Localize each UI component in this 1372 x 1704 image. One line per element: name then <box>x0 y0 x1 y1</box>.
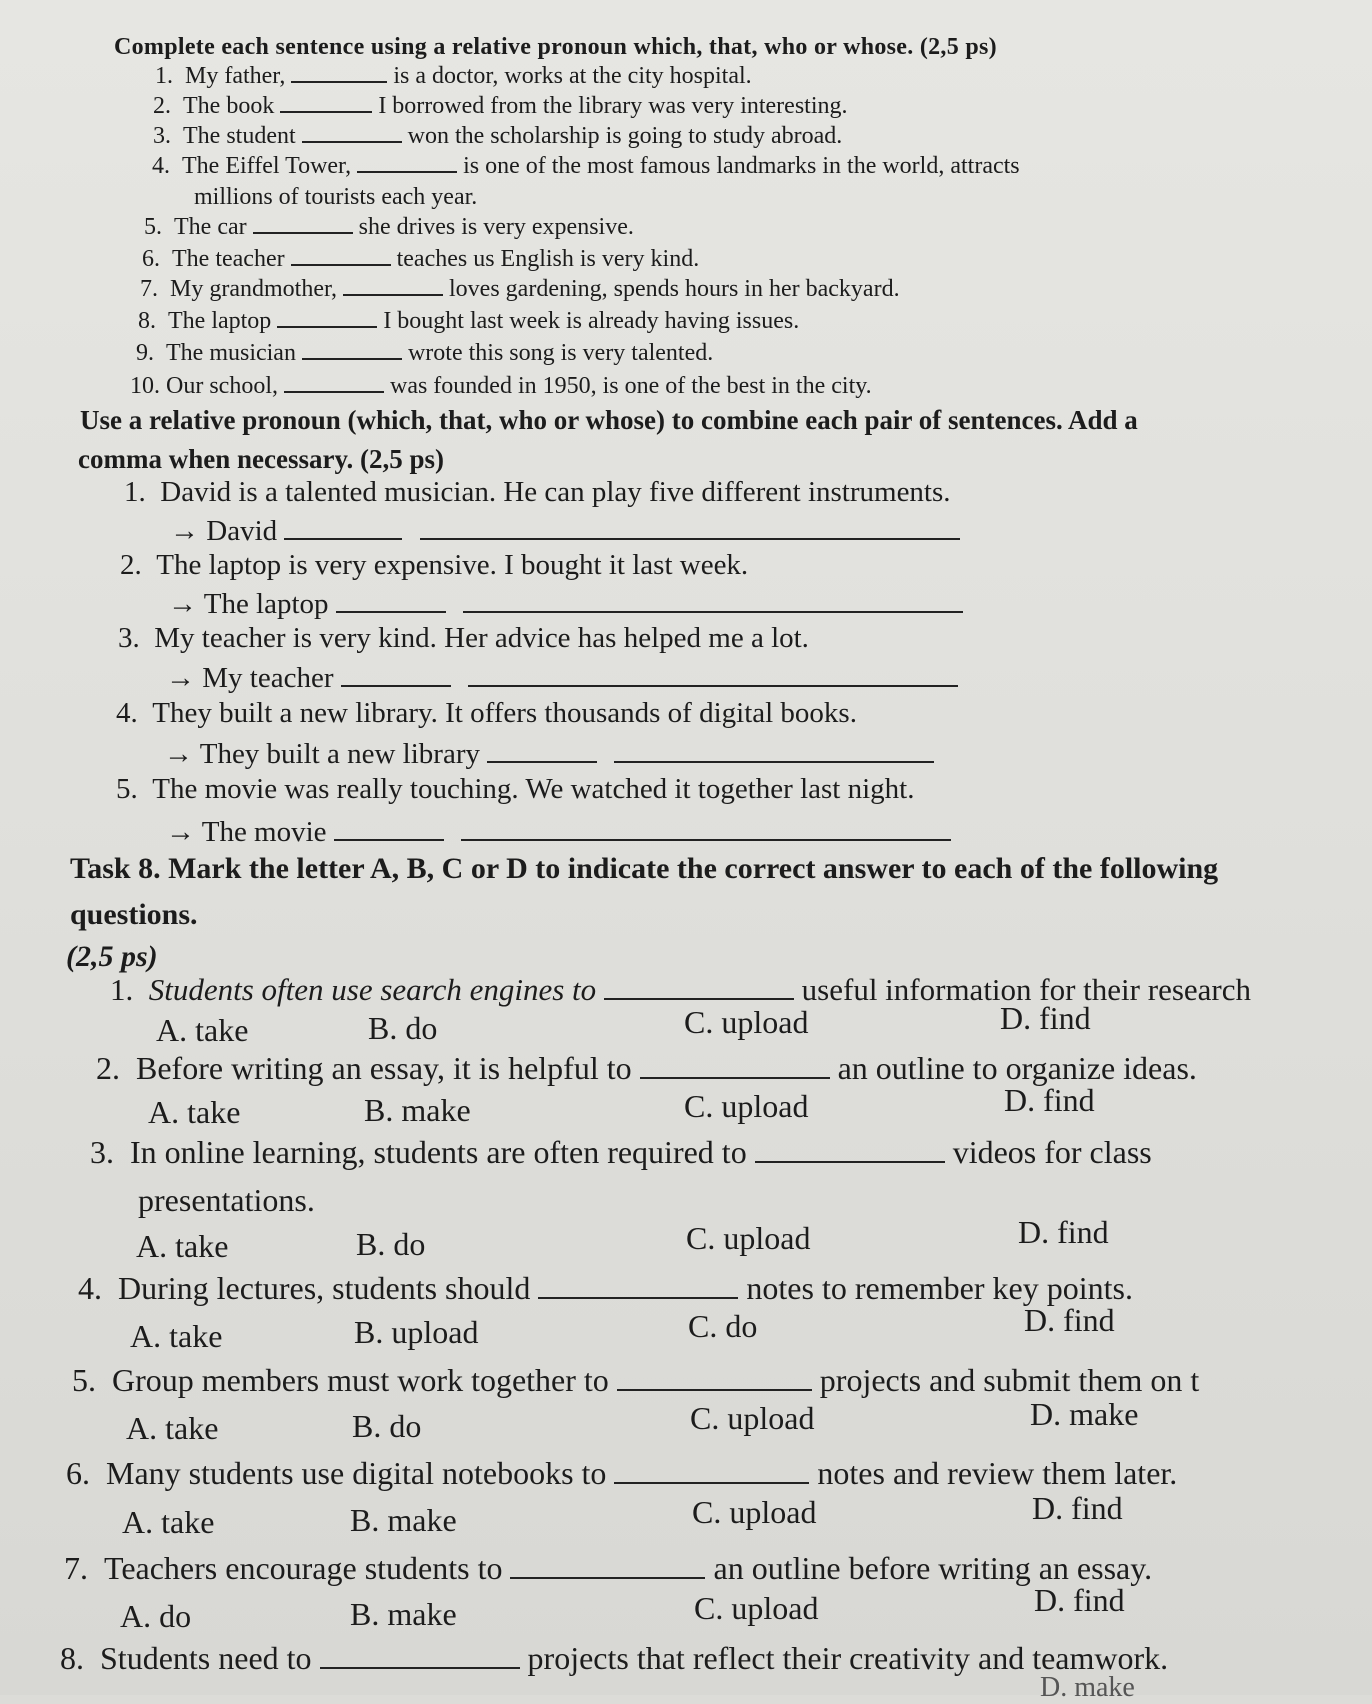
answer-blank[interactable] <box>320 1665 520 1669</box>
t8-q7-option-b[interactable]: B. make <box>350 1596 457 1632</box>
item-text-continued: millions of tourists each year. <box>194 184 478 210</box>
t8-question-3 <box>90 1134 1152 1171</box>
question-text-after: useful information for their research <box>801 972 1251 1007</box>
s1-item-4-continued <box>194 184 477 211</box>
question-text-after: notes and review them later. <box>817 1455 1178 1491</box>
t8-q6-option-b[interactable]: B. make <box>350 1502 457 1538</box>
t8-q7-option-a[interactable]: A. do <box>120 1598 192 1634</box>
section2-heading-text: Use a relative pronoun (which, that, who or whose) to combine each pair of sentences. Add a <box>80 405 1138 435</box>
question-number: 3. <box>90 1134 114 1170</box>
answer-blank[interactable] <box>538 1295 738 1299</box>
item-text-before: The student <box>183 123 296 149</box>
section2-heading-line1 <box>80 405 1138 436</box>
s1-item-2 <box>153 93 848 120</box>
t8-q3-option-b[interactable]: B. do <box>356 1226 426 1262</box>
item-number: 10. <box>130 373 160 399</box>
t8-question-8 <box>60 1640 1168 1677</box>
task8-heading-line2 <box>70 898 198 932</box>
task8-heading-text: Task 8. Mark the letter A, B, C or D to indicate the correct answer to each of the following <box>70 852 1219 885</box>
t8-q4-option-d[interactable]: D. find <box>1024 1302 1115 1338</box>
section2-heading-text: comma when necessary. (2,5 ps) <box>78 444 444 474</box>
t8-q2-option-a[interactable]: A. take <box>148 1094 241 1130</box>
question-text-after: projects that reflect their creativity and teamwork. <box>527 1640 1169 1676</box>
s2-item-3 <box>118 622 809 655</box>
item-text-before: Our school, <box>166 373 278 399</box>
answer-blank[interactable] <box>291 79 387 83</box>
answer-blank[interactable] <box>253 230 353 234</box>
answer-blank[interactable] <box>280 109 372 113</box>
s1-item-4 <box>152 153 1020 180</box>
question-number: 5. <box>72 1362 96 1398</box>
item-number: 6. <box>142 246 160 272</box>
t8-q3-option-c[interactable]: C. upload <box>686 1220 811 1256</box>
item-text-before: The Eiffel Tower, <box>182 153 352 179</box>
task8-points <box>66 940 158 974</box>
item-text-before: The book <box>183 93 275 119</box>
s2-item-2 <box>120 549 748 582</box>
answer-blank[interactable] <box>284 389 384 393</box>
t8-q6-option-a[interactable]: A. take <box>122 1504 215 1540</box>
question-text-before: Students need to <box>100 1640 312 1676</box>
question-number: 4. <box>78 1270 102 1306</box>
item-text-after: I borrowed from the library was very interesting. <box>378 93 848 119</box>
t8-q7-option-c[interactable]: C. upload <box>694 1590 819 1626</box>
answer-line[interactable] <box>468 683 958 687</box>
item-text-before: The teacher <box>172 246 285 272</box>
question-text-before: During lectures, students should <box>118 1270 531 1306</box>
item-text-before: The laptop <box>168 308 272 334</box>
s2-item-5 <box>116 773 914 806</box>
t8-q3-option-a[interactable]: A. take <box>136 1228 229 1264</box>
s1-item-9 <box>136 340 713 367</box>
item-text-after: I bought last week is already having issues. <box>383 308 800 334</box>
t8-question-3-continued <box>138 1182 315 1219</box>
question-number: 8. <box>60 1640 84 1676</box>
section1-heading <box>114 34 997 61</box>
s1-item-10 <box>130 373 872 400</box>
question-text-before: Many students use digital notebooks to <box>106 1455 607 1491</box>
t8-q6-option-d[interactable]: D. find <box>1032 1490 1123 1526</box>
t8-q4-option-c[interactable]: C. do <box>688 1308 758 1344</box>
question-text-before: Teachers encourage students to <box>104 1550 503 1586</box>
answer-blank[interactable] <box>343 292 443 296</box>
question-text-before: In online learning, students are often required to <box>130 1134 747 1170</box>
answer-blank[interactable] <box>487 759 597 763</box>
t8-q7-option-d[interactable]: D. find <box>1034 1582 1125 1618</box>
item-text-after: was founded in 1950, is one of the best in the city. <box>389 373 872 399</box>
t8-q5-option-b[interactable]: B. do <box>352 1408 422 1444</box>
item-text-after: is a doctor, works at the city hospital. <box>393 63 752 89</box>
item-number: 3. <box>153 123 171 149</box>
section1-heading-text: Complete each sentence using a relative pronoun which, that, who or whose. (2,5 ps) <box>114 34 997 60</box>
answer-lead: → My teacher <box>166 662 334 694</box>
s1-item-8 <box>138 308 799 335</box>
item-text-before: The musician <box>166 340 296 366</box>
question-number: 1. <box>110 972 134 1007</box>
answer-blank[interactable] <box>277 324 377 328</box>
item-text: The movie was really touching. We watched it together last night. <box>152 773 915 805</box>
s2-answer-5 <box>166 816 951 849</box>
answer-lead: → They built a new library <box>164 738 480 770</box>
t8-question-4 <box>78 1270 1133 1307</box>
t8-q6-option-c[interactable]: C. upload <box>692 1494 817 1530</box>
t8-q1-option-b[interactable]: B. do <box>368 1010 438 1046</box>
task8-points-text: (2,5 ps) <box>66 940 158 973</box>
task8-heading-line1 <box>70 852 1218 886</box>
answer-line[interactable] <box>614 759 934 763</box>
question-text-after: an outline before writing an essay. <box>713 1550 1153 1586</box>
s2-answer-3 <box>166 662 958 695</box>
s2-answer-1 <box>170 515 960 548</box>
s2-item-1 <box>124 476 951 509</box>
question-text-before: Before writing an essay, it is helpful to <box>136 1050 632 1086</box>
answer-blank[interactable] <box>302 356 402 360</box>
answer-blank[interactable] <box>336 609 446 613</box>
answer-blank[interactable] <box>604 996 794 1000</box>
item-number: 2. <box>153 93 171 119</box>
answer-blank[interactable] <box>614 1480 809 1484</box>
item-text-after: teaches us English is very kind. <box>396 246 700 272</box>
answer-blank[interactable] <box>284 536 402 540</box>
answer-blank[interactable] <box>640 1075 830 1079</box>
answer-blank[interactable] <box>755 1159 945 1163</box>
item-text: My teacher is very kind. Her advice has helped me a lot. <box>154 622 809 654</box>
question-text-before: Students often use search engines to <box>148 972 597 1007</box>
question-number: 6. <box>66 1455 90 1491</box>
question-text-before: Group members must work together to <box>112 1362 609 1398</box>
question-text-after: notes to remember key points. <box>746 1270 1133 1306</box>
item-number: 4. <box>116 697 138 729</box>
s1-item-7 <box>140 276 900 303</box>
answer-line[interactable] <box>420 536 960 540</box>
question-text-continued: presentations. <box>138 1182 315 1218</box>
item-number: 2. <box>120 549 142 581</box>
item-number: 1. <box>155 63 173 89</box>
answer-blank[interactable] <box>357 169 457 173</box>
t8-q4-option-b[interactable]: B. upload <box>354 1314 479 1350</box>
item-number: 7. <box>140 276 158 302</box>
t8-q4-option-a[interactable]: A. take <box>130 1318 223 1354</box>
t8-q5-option-a[interactable]: A. take <box>126 1410 219 1446</box>
question-number: 2. <box>96 1050 120 1086</box>
item-text-before: My grandmother, <box>170 276 338 302</box>
t8-question-6 <box>66 1455 1177 1492</box>
question-text-after: an outline to organize ideas. <box>837 1050 1197 1086</box>
answer-line[interactable] <box>463 609 963 613</box>
s1-item-6 <box>142 246 699 273</box>
item-text-after: won the scholarship is going to study abroad. <box>407 123 843 149</box>
item-text-before: The car <box>174 214 247 240</box>
item-text-after: loves gardening, spends hours in her backyard. <box>449 276 900 302</box>
answer-lead: → The movie <box>166 816 327 848</box>
task8-heading-text: questions. <box>70 898 198 931</box>
t8-q1-option-a[interactable]: A. take <box>156 1012 249 1048</box>
answer-lead: → David <box>170 515 278 547</box>
t8-q5-option-c[interactable]: C. upload <box>690 1400 815 1436</box>
t8-question-7 <box>64 1550 1152 1587</box>
item-number: 9. <box>136 340 154 366</box>
s2-item-4 <box>116 697 857 730</box>
answer-line[interactable] <box>461 837 951 841</box>
t8-question-5 <box>72 1362 1199 1399</box>
item-number: 1. <box>124 476 146 508</box>
t8-q1-option-c[interactable]: C. upload <box>684 1004 809 1040</box>
t8-q8-option-d[interactable]: D. make <box>1040 1672 1135 1703</box>
question-text-after: projects and submit them on t <box>819 1362 1200 1398</box>
item-text-after: she drives is very expensive. <box>358 214 634 240</box>
t8-q1-option-d[interactable]: D. find <box>1000 1000 1091 1036</box>
t8-q3-option-d[interactable]: D. find <box>1018 1214 1109 1250</box>
s2-answer-4 <box>164 738 934 771</box>
answer-blank[interactable] <box>341 683 451 687</box>
s2-answer-2 <box>168 588 963 621</box>
answer-blank[interactable] <box>291 262 391 266</box>
item-text: The laptop is very expensive. I bought it last week. <box>156 549 749 581</box>
item-text-after: wrote this song is very talented. <box>407 340 714 366</box>
item-number: 3. <box>118 622 140 654</box>
answer-blank[interactable] <box>510 1575 705 1579</box>
answer-blank[interactable] <box>334 837 444 841</box>
t8-q2-option-b[interactable]: B. make <box>364 1092 471 1128</box>
section2-heading-line2 <box>78 444 444 475</box>
question-text-after: videos for class <box>952 1134 1152 1170</box>
t8-q2-option-c[interactable]: C. upload <box>684 1088 809 1124</box>
item-number: 5. <box>144 214 162 240</box>
s1-item-3 <box>153 123 842 150</box>
item-text: David is a talented musician. He can play five different instruments. <box>160 476 951 508</box>
item-text-after: is one of the most famous landmarks in the world, attracts <box>463 153 1020 179</box>
answer-lead: → The laptop <box>168 588 329 620</box>
s1-item-1 <box>155 63 752 90</box>
t8-q5-option-d[interactable]: D. make <box>1030 1396 1139 1432</box>
s1-item-5 <box>144 214 634 241</box>
answer-blank[interactable] <box>302 139 402 143</box>
item-number: 8. <box>138 308 156 334</box>
item-text: They built a new library. It offers thousands of digital books. <box>152 697 857 729</box>
item-number: 4. <box>152 153 170 179</box>
item-text-before: My father, <box>185 63 286 89</box>
question-number: 7. <box>64 1550 88 1586</box>
t8-q2-option-d[interactable]: D. find <box>1004 1082 1095 1118</box>
answer-blank[interactable] <box>617 1387 812 1391</box>
item-number: 5. <box>116 773 138 805</box>
